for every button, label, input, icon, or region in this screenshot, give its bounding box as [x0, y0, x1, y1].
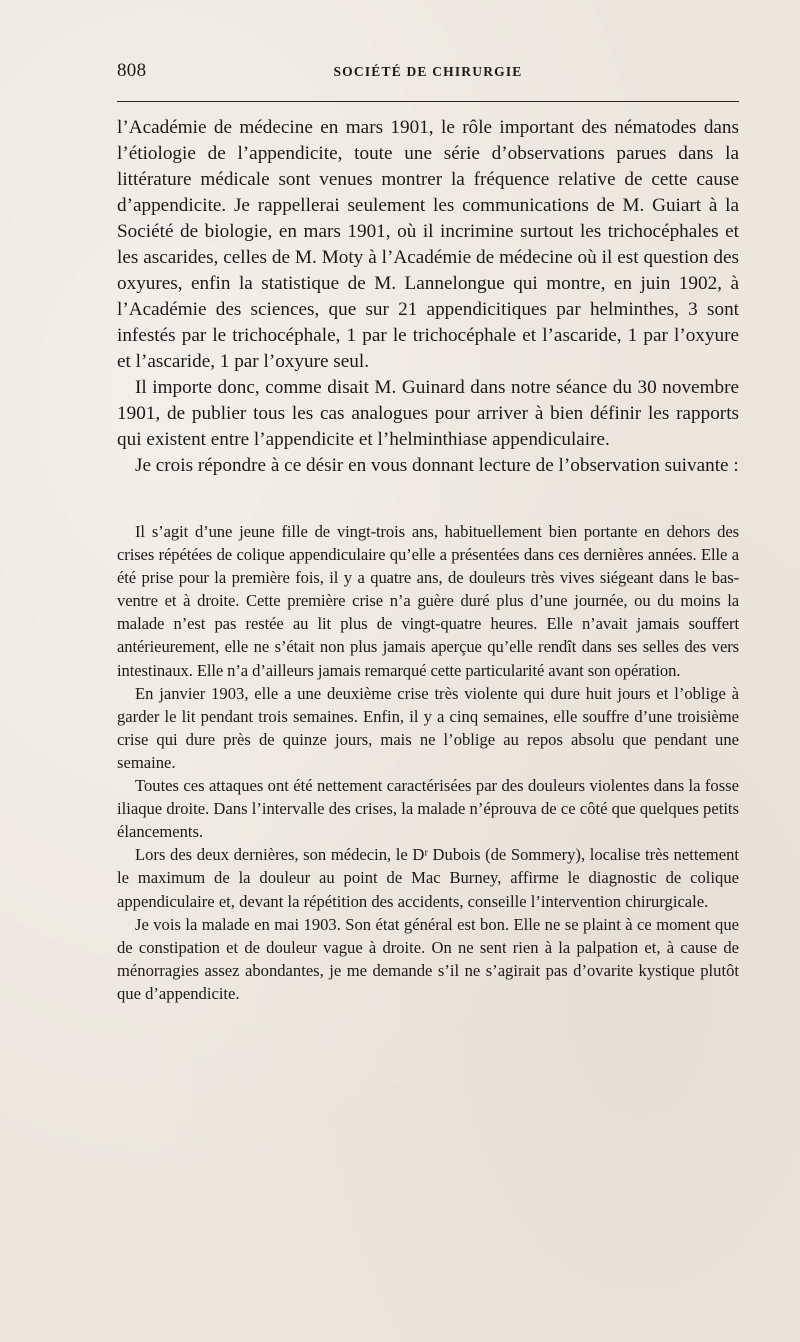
page-header: [117, 60, 739, 88]
header-rule: [117, 101, 739, 102]
paragraph: Je crois répondre à ce désir en vous donnant lecture de l’observation suivante :: [135, 455, 739, 476]
paragraph: Il importe donc, comme disait M. Guinard dans notre séance du 30 novembre 1901, de publier tous les cas analogues pour arriver à bien définir les rapports qui existent entre l’appendicite et l’helminthiase appendiculaire.: [117, 377, 739, 450]
observation-paragraph: En janvier 1903, elle a une deuxième crise très violente qui dure huit jours et l’oblige à garder le lit pendant trois semaines. Enfin, il y a cinq semaines, elle souffre d’une troisième crise qui dure près de quinze jours, mais ne l’oblige au repos absolu que pendant une semaine.: [117, 683, 739, 772]
paragraph: l’Académie de médecine en mars 1901, le rôle important des nématodes dans l’étiologie de l’appendicite, toute une série d’observations parues dans la littérature médicale sont venues montrer la fréquence relative de cette cause d’appendicite. Je rappellerai seulement les communications de M. Guiart à la Société de biologie, en mars 1901, où il incrimine surtout les trichocéphales et les ascarides, celles de M. Moty à l’Académie de médecine où il est question des oxyures, enfin la statistique de M. Lannelongue qui montre, en juin 1902, à l’Académie des sciences, que sur 21 appendicitiques par helminthes, 3 sont infestés par le trichocéphale, 1 par le trichocéphale et l’ascaride, 1 par l’oxyure et l’ascaride, 1 par l’oxyure seul.: [117, 117, 739, 372]
observation-paragraph: Je vois la malade en mai 1903. Son état général est bon. Elle ne se plaint à ce moment que de constipation et de douleur vague à droite. On ne sent rien à la palpation et, à cause de ménorragies assez abondantes, je me demande s’il ne s’agirait pas d’ovarite kystique plutôt que d’appendicite.: [117, 914, 739, 1003]
body-text: [117, 115, 739, 1005]
observation-paragraph: Lors des deux dernières, son médecin, le Dʳ Dubois (de Sommery), localise très nettement le maximum de la douleur au point de Mac Burney, affirme le diagnostic de colique appendiculaire et, devant la répétition des accidents, conseille l’intervention chirurgicale.: [117, 845, 739, 911]
main-text: [117, 115, 739, 479]
observation-paragraph: Il s’agit d’une jeune fille de vingt-trois ans, habituellement bien portante en dehors des crises répétées de colique appendiculaire qu’elle a présentées dans ces dernières années. Elle a été prise pour la première fois, il y a quatre ans, de douleurs très vives siégeant dans le bas-ventre et à droite. Cette première crise n’a guère duré plus d’une journée, ou du moins la malade n’est pas restée au lit plus de vingt-quatre heures. Elle n’avait jamais souffert antérieurement, elle ne s’était non plus jamais aperçue qu’elle rendît dans ses selles des vers intestinaux. Elle n’a d’ailleurs jamais remarqué cette particularité avant son opération.: [117, 522, 739, 680]
observation-paragraph: Toutes ces attaques ont été nettement caractérisées par des douleurs violentes dans la fosse iliaque droite. Dans l’intervalle des crises, la malade n’éprouva de ce côté que quelques petits élancements.: [117, 776, 739, 842]
observation-text: [117, 520, 739, 1005]
page-number: 808: [117, 60, 147, 81]
running-title: SOCIÉTÉ DE CHIRURGIE: [333, 64, 523, 79]
